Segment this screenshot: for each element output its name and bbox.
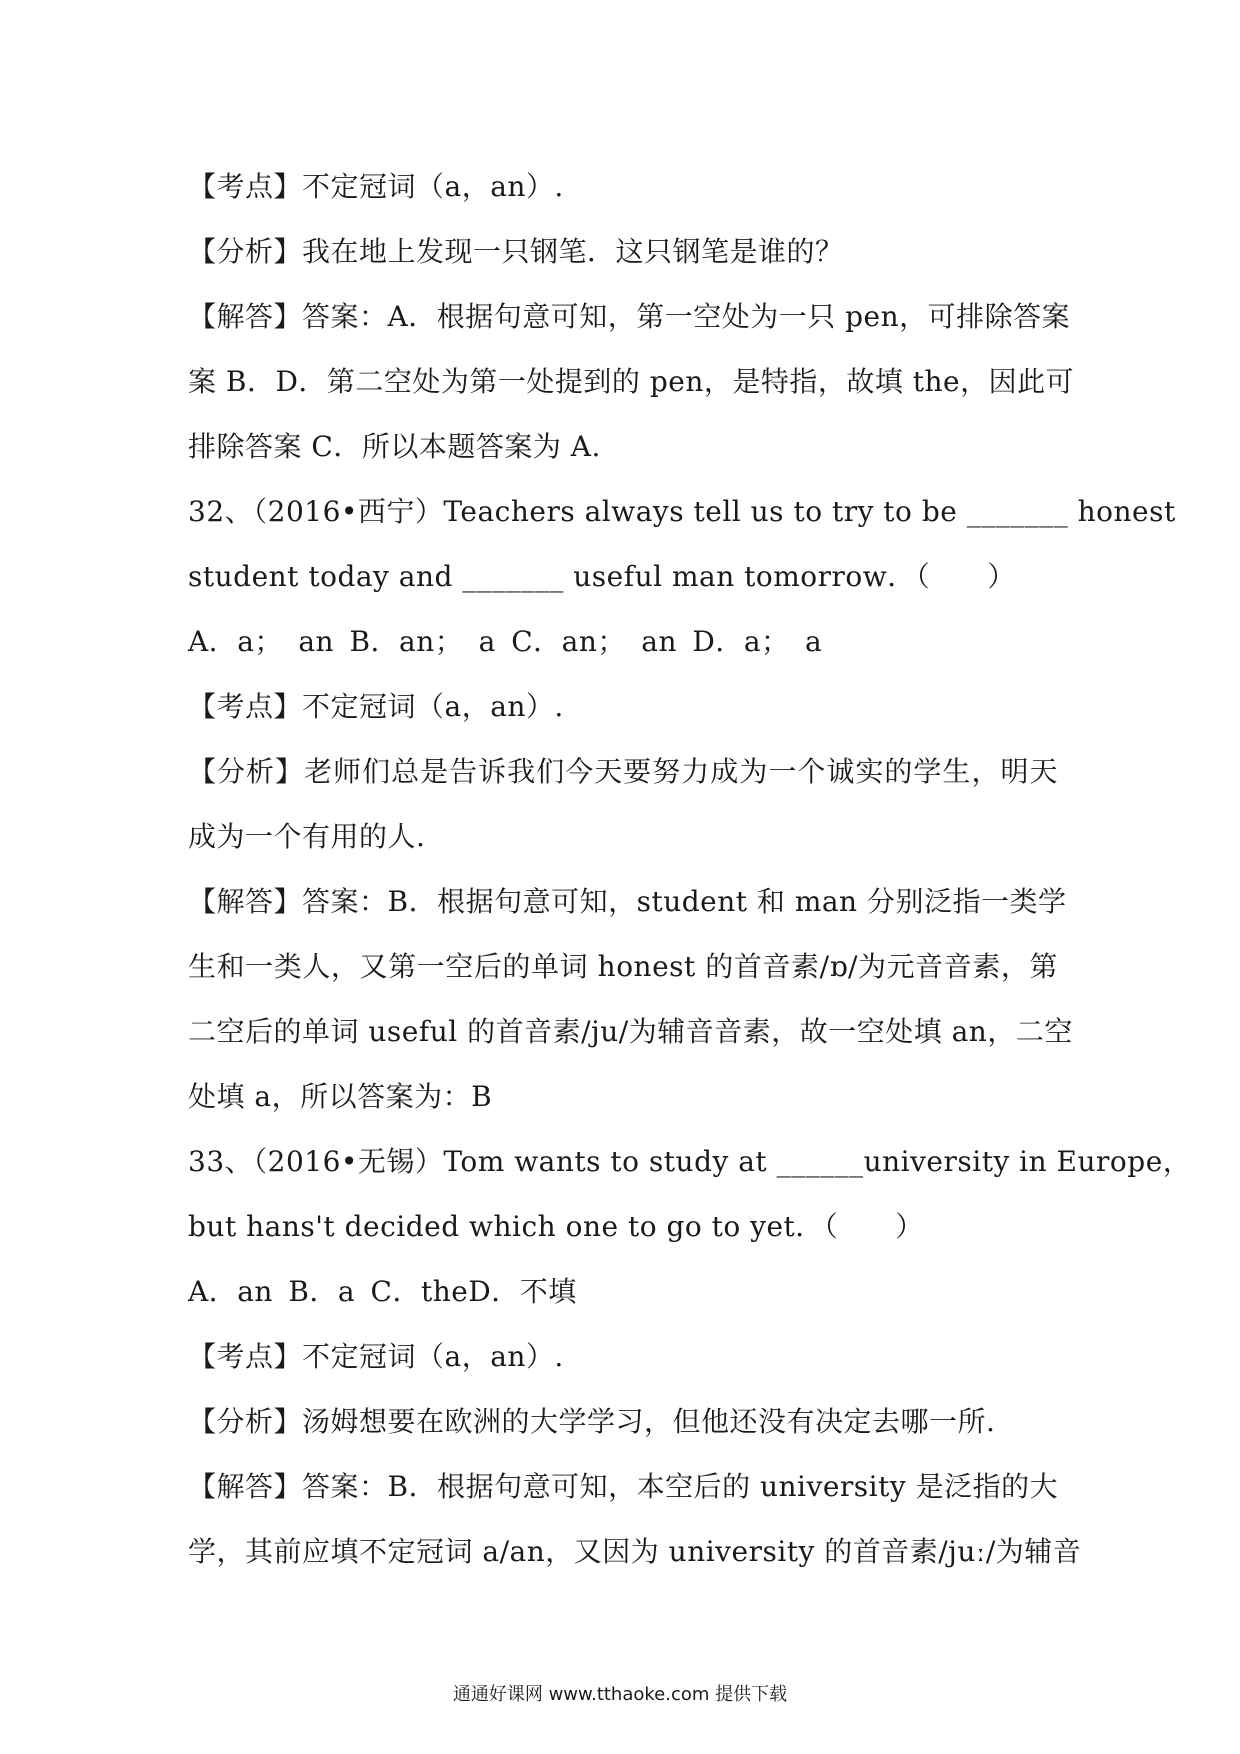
jieda-line-2b: 生和一类人，又第一空后的单词 honest 的首音素/ɒ/为元音音素，第 bbox=[188, 950, 1058, 983]
kaodian-label-2: 【考点】不定冠词（a，an）. bbox=[188, 690, 564, 723]
fenxi-line-2a: 【分析】老师们总是告诉我们今天要努力成为一个诚实的学生，明天 bbox=[188, 755, 1058, 788]
question-33-line-2: but hans't decided which one to go to yet．（ ） bbox=[188, 1210, 924, 1243]
question-32-line-1: 32、（2016•西宁）Teachers always tell us to try to be _______ honest bbox=[188, 495, 1176, 528]
fenxi-label-3: 【分析】汤姆想要在欧洲的大学学习，但他还没有决定去哪一所. bbox=[188, 1405, 996, 1438]
document-body bbox=[188, 154, 1192, 1584]
jieda-line-3a: 【解答】答案：B．根据句意可知，本空后的 university 是泛指的大 bbox=[188, 1470, 1059, 1503]
jieda-line-1c: 排除答案 C．所以本题答案为 A. bbox=[188, 430, 601, 463]
page-footer: 通通好课网 www.tthaoke.com 提供下载 bbox=[452, 1684, 788, 1705]
question-33-options: A．an B．a C．theD．不填 bbox=[188, 1275, 577, 1308]
jieda-line-2c: 二空后的单词 useful 的首音素/ju/为辅音音素，故一空处填 an，二空 bbox=[188, 1015, 1073, 1048]
kaodian-label-3: 【考点】不定冠词（a，an）. bbox=[188, 1340, 564, 1373]
question-32-options: A．a； an B．an； a C．an； an D．a； a bbox=[188, 625, 823, 658]
question-33-line-1: 33、（2016•无锡）Tom wants to study at ______university in Europe， bbox=[188, 1145, 1192, 1178]
fenxi-line-2b: 成为一个有用的人. bbox=[188, 820, 426, 853]
fenxi-label-1: 【分析】我在地上发现一只钢笔．这只钢笔是谁的？ bbox=[188, 235, 844, 268]
jieda-line-3b: 学，其前应填不定冠词 a/an，又因为 university 的首音素/juː/为辅音 bbox=[188, 1535, 1082, 1568]
jieda-line-2a: 【解答】答案：B．根据句意可知，student 和 man 分别泛指一类学 bbox=[188, 885, 1067, 918]
jieda-line-1a: 【解答】答案：A．根据句意可知，第一空处为一只 pen，可排除答案 bbox=[188, 300, 1071, 333]
kaodian-label-1: 【考点】不定冠词（a，an）. bbox=[188, 170, 564, 203]
question-32-line-2: student today and _______ useful man tomorrow．（ ） bbox=[188, 560, 1016, 593]
jieda-line-1b: 案 B．D．第二空处为第一处提到的 pen，是特指，故填 the，因此可 bbox=[188, 365, 1075, 398]
jieda-line-2d: 处填 a，所以答案为：B bbox=[188, 1080, 493, 1113]
